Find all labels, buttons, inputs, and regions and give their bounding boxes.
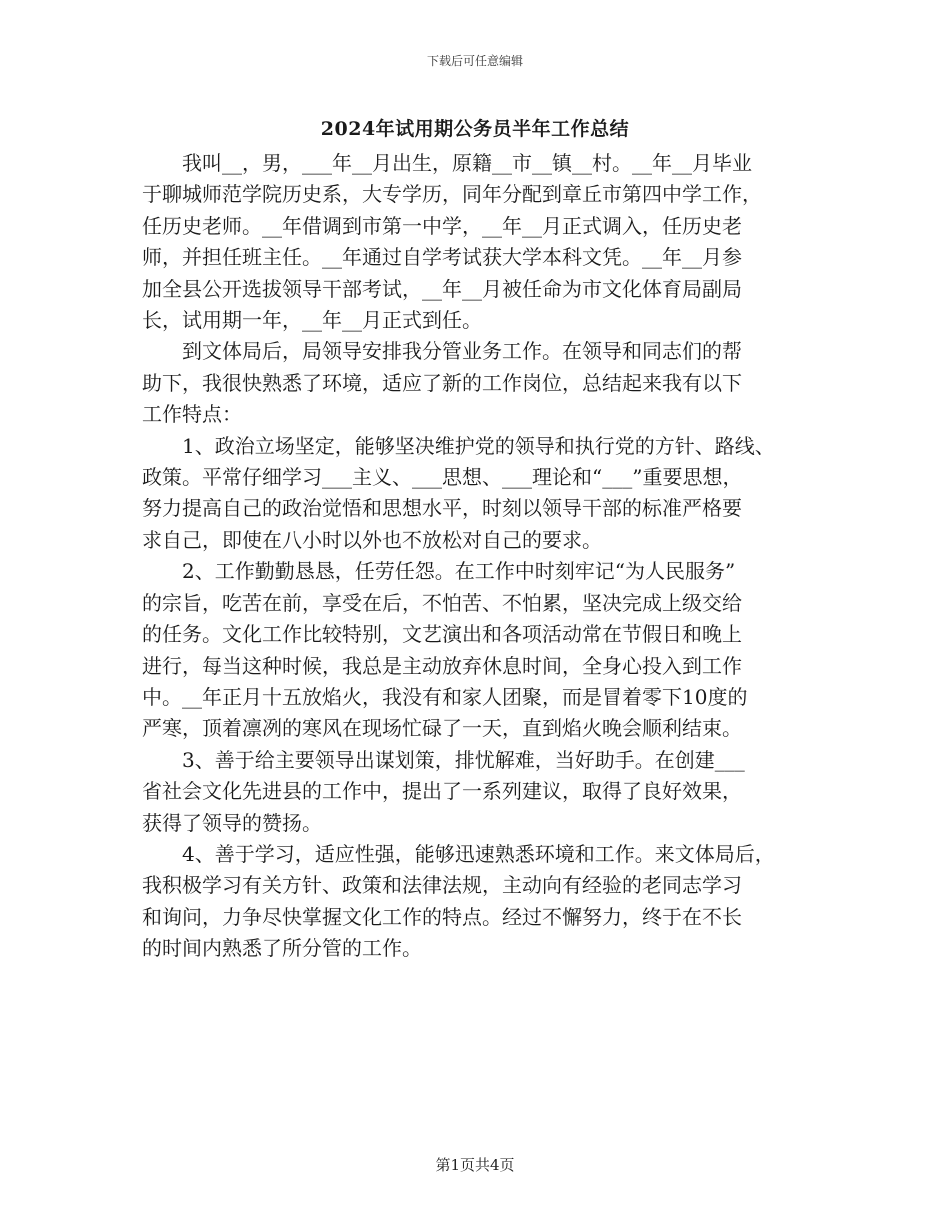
text-line: 我叫__，男，___年__月出生，原籍__市__镇__村。__年__月毕业 — [182, 151, 752, 175]
text-line: 的任务。文化工作比较特别，文艺演出和各项活动常在节假日和晚上 — [142, 622, 742, 647]
text-line: 工作特点： — [142, 402, 242, 427]
text-line: 的时间内熟悉了所分管的工作。 — [142, 936, 422, 961]
text-line: 努力提高自己的政治觉悟和思想水平，时刻以领导干部的标准严格要 — [142, 496, 742, 521]
text-line: 3、善于给主要领导出谋划策，排忧解难，当好助手。在创建___ — [182, 747, 745, 772]
paragraph-overview — [142, 336, 812, 430]
text-line: 加全县公开选拔领导干部考试，__年__月被任命为市文化体育局副局 — [142, 276, 742, 301]
text-line: 2、工作勤勤恳恳，任劳任怨。在工作中时刻牢记“为人民服务” — [182, 559, 736, 584]
text-line: 任历史老师。__年借调到市第一中学，__年__月正式调入，任历史老 — [142, 213, 742, 238]
text-line: 1、政治立场坚定，能够坚决维护党的领导和执行党的方针、路线、 — [182, 433, 775, 458]
text-line: 和询问，力争尽快掌握文化工作的特点。经过不懈努力，终于在不长 — [142, 904, 742, 929]
text-line: 到文体局后，局领导安排我分管业务工作。在领导和同志们的帮 — [182, 339, 742, 364]
text-line: 4、善于学习，适应性强，能够迅速熟悉环境和工作。来文体局后， — [182, 841, 775, 866]
text-line: 长，试用期一年，__年__月正式到任。 — [142, 308, 482, 333]
paragraph-point-3 — [142, 745, 812, 839]
paragraph-point-4 — [142, 839, 812, 965]
document-body — [142, 148, 812, 965]
text-line: 的宗旨，吃苦在前，享受在后，不怕苦、不怕累，坚决完成上级交给 — [142, 590, 742, 615]
text-line: 师，并担任班主任。__年通过自学考试获大学本科文凭。__年__月参 — [142, 245, 742, 270]
text-line: 助下，我很快熟悉了环境，适应了新的工作岗位，总结起来我有以下 — [142, 370, 742, 395]
page-footer: 第1页共4页 — [435, 1156, 515, 1174]
text-line: 政策。平常仔细学习___主义、___思想、___理论和“___”重要思想， — [142, 465, 743, 490]
header-note: 下载后可任意编辑 — [426, 54, 523, 68]
text-line: 中。__年正月十五放焰火，我没有和家人团聚，而是冒着零下10度的 — [142, 684, 748, 709]
paragraph-intro — [142, 148, 812, 336]
text-line: 进行，每当这种时候，我总是主动放弃休息时间，全身心投入到工作 — [142, 653, 742, 678]
document-title: 2024年试用期公务员半年工作总结 — [320, 118, 630, 140]
text-line: 我积极学习有关方针、政策和法律法规，主动向有经验的老同志学习 — [142, 873, 742, 898]
text-line: 严寒，顶着凛冽的寒风在现场忙碌了一天，直到焰火晚会顺利结束。 — [142, 716, 742, 741]
paragraph-point-2 — [142, 556, 812, 744]
paragraph-point-1 — [142, 431, 812, 557]
text-line: 省社会文化先进县的工作中，提出了一系列建议，取得了良好效果， — [142, 779, 742, 804]
text-line: 求自己，即使在八小时以外也不放松对自己的要求。 — [142, 527, 602, 552]
text-line: 获得了领导的赞扬。 — [142, 810, 322, 835]
text-line: 于聊城师范学院历史系，大专学历，同年分配到章丘市第四中学工作， — [142, 182, 762, 207]
